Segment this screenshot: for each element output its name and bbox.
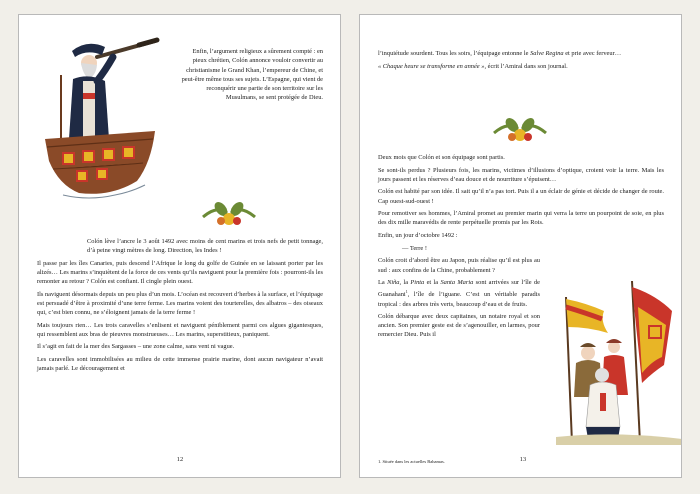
left-paragraph: Mais toujours rien… Les trois caravelles s’enlisent et naviguent péniblement parmi ces algues gigantesques, qui ressemblent aux bras de pieuvres monstrueuses… Les marins, superstitieux, paniquent. — [37, 321, 323, 338]
columbus-ship-illustration — [39, 35, 167, 205]
right-paragraph: Enfin, un jour d’octobre 1492 : — [378, 232, 458, 240]
landing-flags-illustration — [556, 277, 682, 445]
right-top-paragraph — [378, 49, 664, 58]
top-line-start: l’inquiétude sourdent. Tous les soirs, l’équipage entonne le — [378, 50, 531, 57]
footnote-marker: 1 — [405, 289, 408, 295]
right-paragraph: Colón débarque avec deux capitaines, un notaire royal et son ancien. Son premier geste est de s’agenouiller, en larmes, pour remercier Dieu. Puis il — [378, 313, 540, 339]
left-paragraph: Les caravelles sont immobilisées au milieu de cette immense prairie marine, dont aucun navigateur n’avait jamais parlé. Le découragement et — [37, 356, 323, 373]
quote-tail: , écrit l’Amiral dans son journal. — [484, 62, 568, 70]
right-paragraph: Colón est habité par son idée. Il sait qu’il n’a pas tort. Puis il a un éclair de génie et décide de changer de route. Cap ouest-sud-ouest ! — [378, 188, 664, 205]
right-paragraph: — Terre ! — [402, 244, 427, 252]
left-paragraph: Colón lève l’ancre le 3 août 1492 avec moins de cent marins et trois nefs de petit tonnage, d’à peine vingt mètres de long. Direction, les Indes ! — [87, 238, 323, 255]
quote-text: « Chaque heure se transforme en année » — [378, 62, 485, 70]
right-paragraph: Deux mois que Colón et son équipage sont partis. — [378, 154, 505, 161]
ships-text: , la — [399, 279, 411, 287]
page-number: 12 — [176, 456, 184, 463]
ships-text: et la — [424, 279, 441, 287]
ship-pinta: Pinta — [410, 279, 425, 287]
right-paragraph: Colón croit d’abord être au Japon, puis réalise qu’il est plus au sud : aux confins de la Chine, probablement ? — [378, 257, 540, 274]
right-paragraph: Se sont-ils perdus ? Plusieurs fois, les marins, victimes d’illusions d’optique, croient voir la terre. Mais les jours passent et les réserves d’eau douce et de nourriture s’épuisent… — [378, 166, 664, 183]
left-main-text — [37, 237, 323, 377]
journal-quote — [378, 62, 664, 71]
fruit-ornament — [199, 195, 259, 229]
left-paragraph: Ils naviguent désormais depuis un peu plus d’un mois. L’océan est recouvert d’herbes à la surface, et l’équipage est persuadé d’être à proximité d’une terre ferme. Les marins voient des tourterelles, des albatros – des oiseaux qui, c’est bien connu, ne s’éloignent jamais de la terre ferme ! — [37, 290, 324, 316]
left-page — [18, 14, 341, 478]
left-intro-block — [181, 47, 323, 106]
ship-nina: Niña — [387, 279, 400, 287]
ships-text: sont arrivées sur l’île de Guanahani — [378, 279, 541, 299]
ships-text: , l’île de l’iguane. C’est un véritable paradis tropical : des arbres très verts, beaucoup d’eau et de fruits. — [378, 291, 540, 308]
fruit-ornament — [490, 111, 550, 145]
footnote: 1. Située dans les actuelles Bahamas. — [378, 459, 445, 464]
ship-santa-maria: Santa Maria — [440, 279, 474, 287]
page-number: 13 — [519, 456, 527, 463]
intro-paragraph: Enfin, l’argument religieux a sûrement compté : en pieux chrétien, Colón annonce vouloir convertir au christianisme le Grand Khan, l’empereur de Chine, et peut-être même tous ses sujets. L’Espagne, qui vient de reconquérir une partie de son territoire sur les Musulmans, se sent protégée de Dieu. — [181, 48, 323, 102]
ships-text: La — [378, 279, 388, 287]
left-paragraph: Il s’agit en fait de la mer des Sargasses – une zone calme, sans vent ni vague. — [37, 343, 235, 351]
ships-paragraph — [378, 278, 540, 308]
salve-regina-title: Salve Regina — [530, 50, 564, 57]
right-page — [359, 14, 682, 478]
top-line-end: et prie avec ferveur… — [563, 50, 622, 57]
narrow-column — [378, 256, 540, 339]
right-top-text — [378, 49, 664, 74]
right-paragraph: Pour remotiver ses hommes, l’Amiral promet au premier marin qui verra la terre un pourpoint de soie, en plus des dix mille maravédis de rente perpétuelle promis par les Rois. — [378, 210, 664, 227]
left-paragraph: Il passe par les îles Canaries, puis descend l’Afrique le long du golfe de Guinée en se laissant porter par les alizés… Les marins s’inquiètent de la force de ces vents qu’ils naviguent pour la première fois : pourront-ils les remonter au retour ? Colón est confiant. Il cingle plein ouest. — [37, 259, 323, 285]
